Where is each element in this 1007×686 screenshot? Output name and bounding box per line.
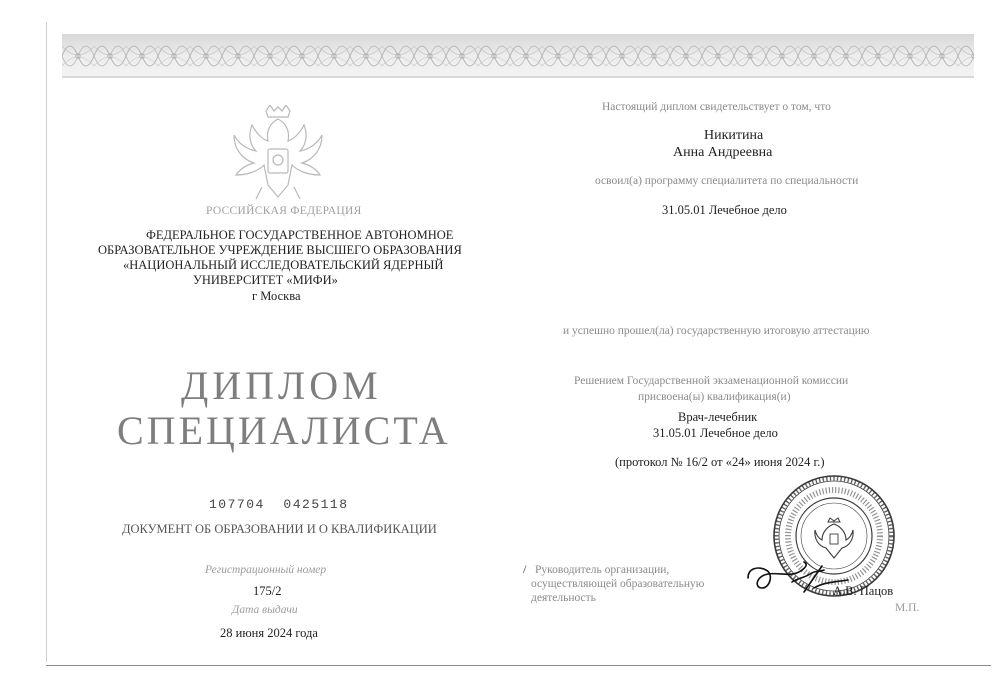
diploma-title-line-2: СПЕЦИАЛИСТА bbox=[117, 408, 451, 453]
reg-number-label: Регистрационный номер bbox=[205, 564, 327, 576]
head-title-line-2: осуществляющей образовательную bbox=[531, 578, 705, 590]
ornament-band bbox=[62, 34, 974, 78]
serial-number: 107704 0425118 bbox=[209, 497, 349, 512]
document-type-label: ДОКУМЕНТ ОБ ОБРАЗОВАНИИ И О КВАЛИФИКАЦИИ bbox=[122, 522, 437, 536]
country-label: РОССИЙСКАЯ ФЕДЕРАЦИЯ bbox=[206, 205, 362, 217]
certifies-text: Настоящий диплом свидетельствует о том, что bbox=[602, 101, 831, 113]
head-title-line-3: деятельность bbox=[531, 592, 596, 604]
signature-icon bbox=[744, 548, 864, 608]
institution-line-3: «НАЦИОНАЛЬНЫЙ ИССЛЕДОВАТЕЛЬСКИЙ ЯДЕРНЫЙ bbox=[123, 258, 444, 272]
specialty-value: 31.05.01 Лечебное дело bbox=[662, 203, 787, 217]
bottom-divider bbox=[46, 665, 991, 666]
diploma-title-line-1: ДИПЛОМ bbox=[181, 363, 382, 408]
reg-number-value: 175/2 bbox=[253, 584, 282, 598]
graduate-surname: Никитина bbox=[704, 128, 764, 143]
mastered-text: освоил(а) программу специалитета по специальности bbox=[595, 175, 859, 187]
institution-line-4: УНИВЕРСИТЕТ «МИФИ» bbox=[193, 273, 338, 287]
issue-date-label: Дата выдачи bbox=[232, 604, 298, 616]
decision-line-1: Решением Государственной экзаменационной комиссии bbox=[574, 375, 849, 387]
city-label: г Москва bbox=[252, 289, 301, 303]
russian-eagle-emblem-icon bbox=[222, 105, 334, 205]
qualification-value: Врач-лечебник bbox=[678, 410, 758, 424]
decision-line-2: присвоена(ы) квалификация(и) bbox=[638, 391, 791, 403]
passed-text: и успешно прошел(ла) государственную итоговую аттестацию bbox=[563, 325, 870, 337]
protocol-text: (протокол № 16/2 от «24» июня 2024 г.) bbox=[615, 455, 825, 469]
graduate-name: Анна Андреевна bbox=[673, 145, 773, 160]
issue-date-value: 28 июня 2024 года bbox=[220, 626, 318, 640]
head-title-line-1: Руководитель организации, bbox=[535, 564, 670, 576]
institution-line-2: ОБРАЗОВАТЕЛЬНОЕ УЧРЕЖДЕНИЕ ВЫСШЕГО ОБРАЗОВАНИЯ bbox=[98, 243, 462, 257]
stamp-place-label: М.П. bbox=[895, 602, 920, 614]
head-name: А.В. Пацов bbox=[833, 584, 894, 598]
qualification-specialty: 31.05.01 Лечебное дело bbox=[653, 426, 778, 440]
head-title-mark: / bbox=[523, 562, 527, 576]
institution-line-1: ФЕДЕРАЛЬНОЕ ГОСУДАРСТВЕННОЕ АВТОНОМНОЕ bbox=[146, 228, 454, 242]
